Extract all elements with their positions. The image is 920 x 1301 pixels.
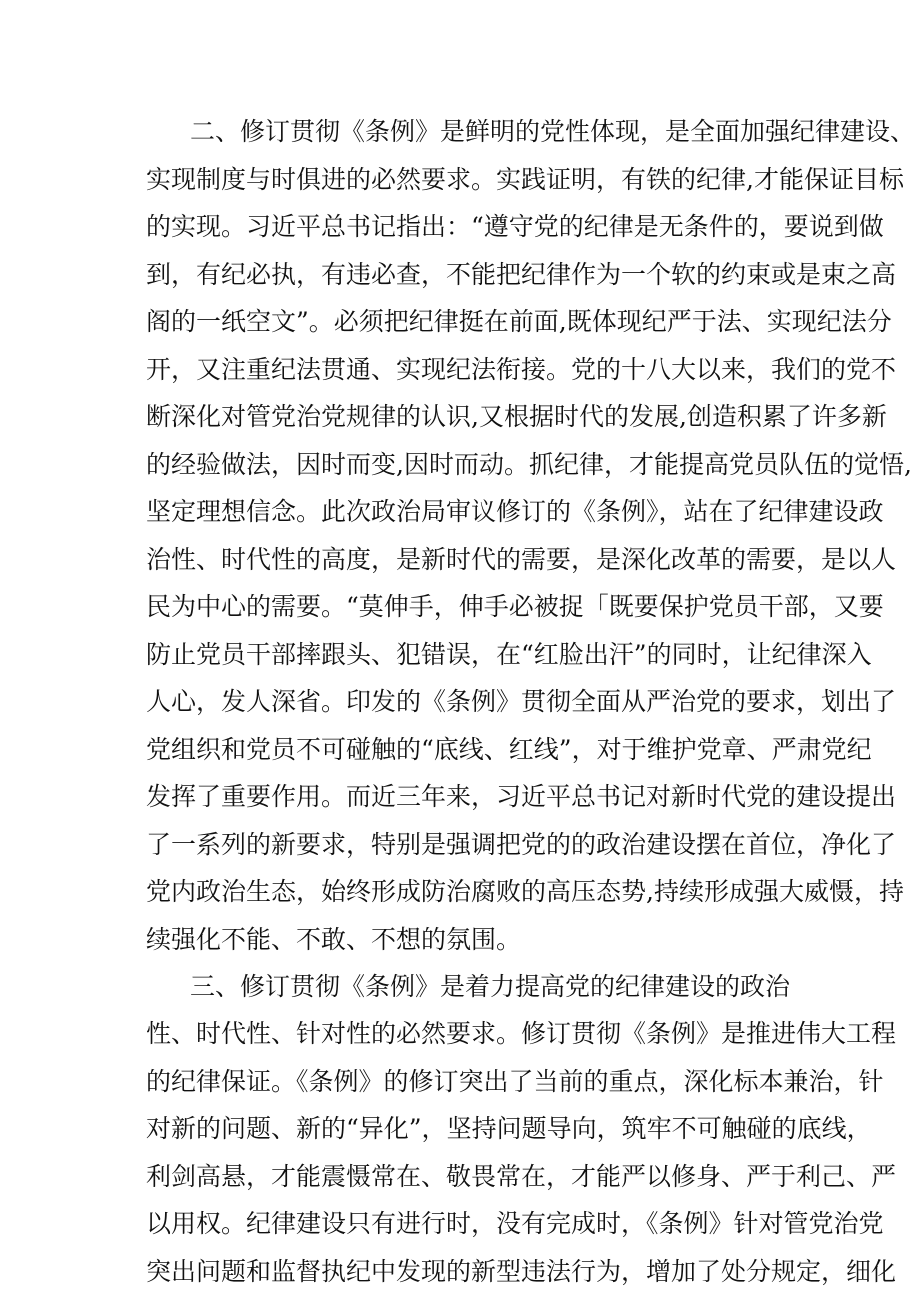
paragraph-2-line-3: 的实现。习近平总书记指出：“遵守党的纪律是无条件的，要说到做	[146, 212, 884, 241]
paragraph-2-line-17: 党内政治生态，始终形成防治腐败的高压态势,持续形成强大威慑，持	[146, 877, 904, 906]
paragraph-3-line-5: 利剑高悬，才能震慑常在、敬畏常在，才能严以修身、严于利己、严	[146, 1162, 897, 1191]
paragraph-3-line-4: 对新的问题、新的“异化”，坚持问题导向，筑牢不可触碰的底线，	[146, 1114, 872, 1143]
paragraph-2-line-11: 民为中心的需要。“莫伸手，伸手必被捉「既要保护党员干部，又要	[146, 592, 884, 621]
paragraph-3-line-1: 三、修订贯彻《条例》是着力提高党的纪律建设的政治	[190, 972, 791, 1001]
paragraph-2-line-1: 二、修订贯彻《条例》是鲜明的党性体现，是全面加强纪律建设、	[190, 117, 916, 146]
paragraph-2-line-6: 开，又注重纪法贯通、实现纪法衔接。党的十八大以来，我们的党不	[146, 355, 897, 384]
paragraph-2-line-14: 党组织和党员不可碰触的“底线、红线”，对于维护党章、严肃党纪	[146, 735, 872, 764]
paragraph-2-line-4: 到，有纪必执，有违必查，不能把纪律作为一个软的约束或是束之高	[146, 260, 897, 289]
paragraph-2-line-2: 实现制度与时俱进的必然要求。实践证明，有铁的纪律,才能保证目标	[146, 165, 904, 194]
paragraph-2-line-16: 了一系列的新要求，特别是强调把党的的政治建设摆在首位，净化了	[146, 830, 897, 859]
paragraph-3-line-6: 以用权。纪律建设只有进行时，没有完成时，《条例》针对管党治党	[146, 1209, 884, 1238]
paragraph-3-line-2: 性、时代性、针对性的必然要求。修订贯彻《条例》是推进伟大工程	[146, 1019, 897, 1048]
paragraph-2-line-9: 坚定理想信念。此次政治局审议修订的《条例》，站在了纪律建设政	[146, 497, 884, 526]
paragraph-2-line-7: 断深化对管党治党规律的认识,又根据时代的发展,创造积累了许多新	[146, 402, 887, 431]
paragraph-2-line-12: 防止党员干部摔跟头、犯错误，在“红脸出汗”的同时，让纪律深入	[146, 640, 872, 669]
paragraph-2-line-5: 阁的一纸空文”。必须把纪律挺在前面,既体现纪严于法、实现纪法分	[146, 307, 892, 336]
paragraph-2-line-10: 治性、时代性的高度，是新时代的需要，是深化改革的需要，是以人	[146, 545, 897, 574]
paragraph-2-line-18: 续强化不能、不敢、不想的氛围。	[146, 925, 522, 954]
paragraph-3-line-3: 的纪律保证。《条例》的修订突出了当前的重点，深化标本兼治，针	[146, 1067, 884, 1096]
paragraph-2-line-13: 人心，发人深省。印发的《条例》贯彻全面从严治党的要求，划出了	[146, 687, 897, 716]
paragraph-3-line-7: 突出问题和监督执纪中发现的新型违法行为，增加了处分规定，细化	[146, 1257, 897, 1286]
paragraph-2-line-15: 发挥了重要作用。而近三年来，习近平总书记对新时代党的建设提出	[146, 782, 897, 811]
paragraph-2-line-8: 的经验做法，因时而变,因时而动。抓纪律，才能提高党员队伍的觉悟,	[146, 450, 912, 479]
